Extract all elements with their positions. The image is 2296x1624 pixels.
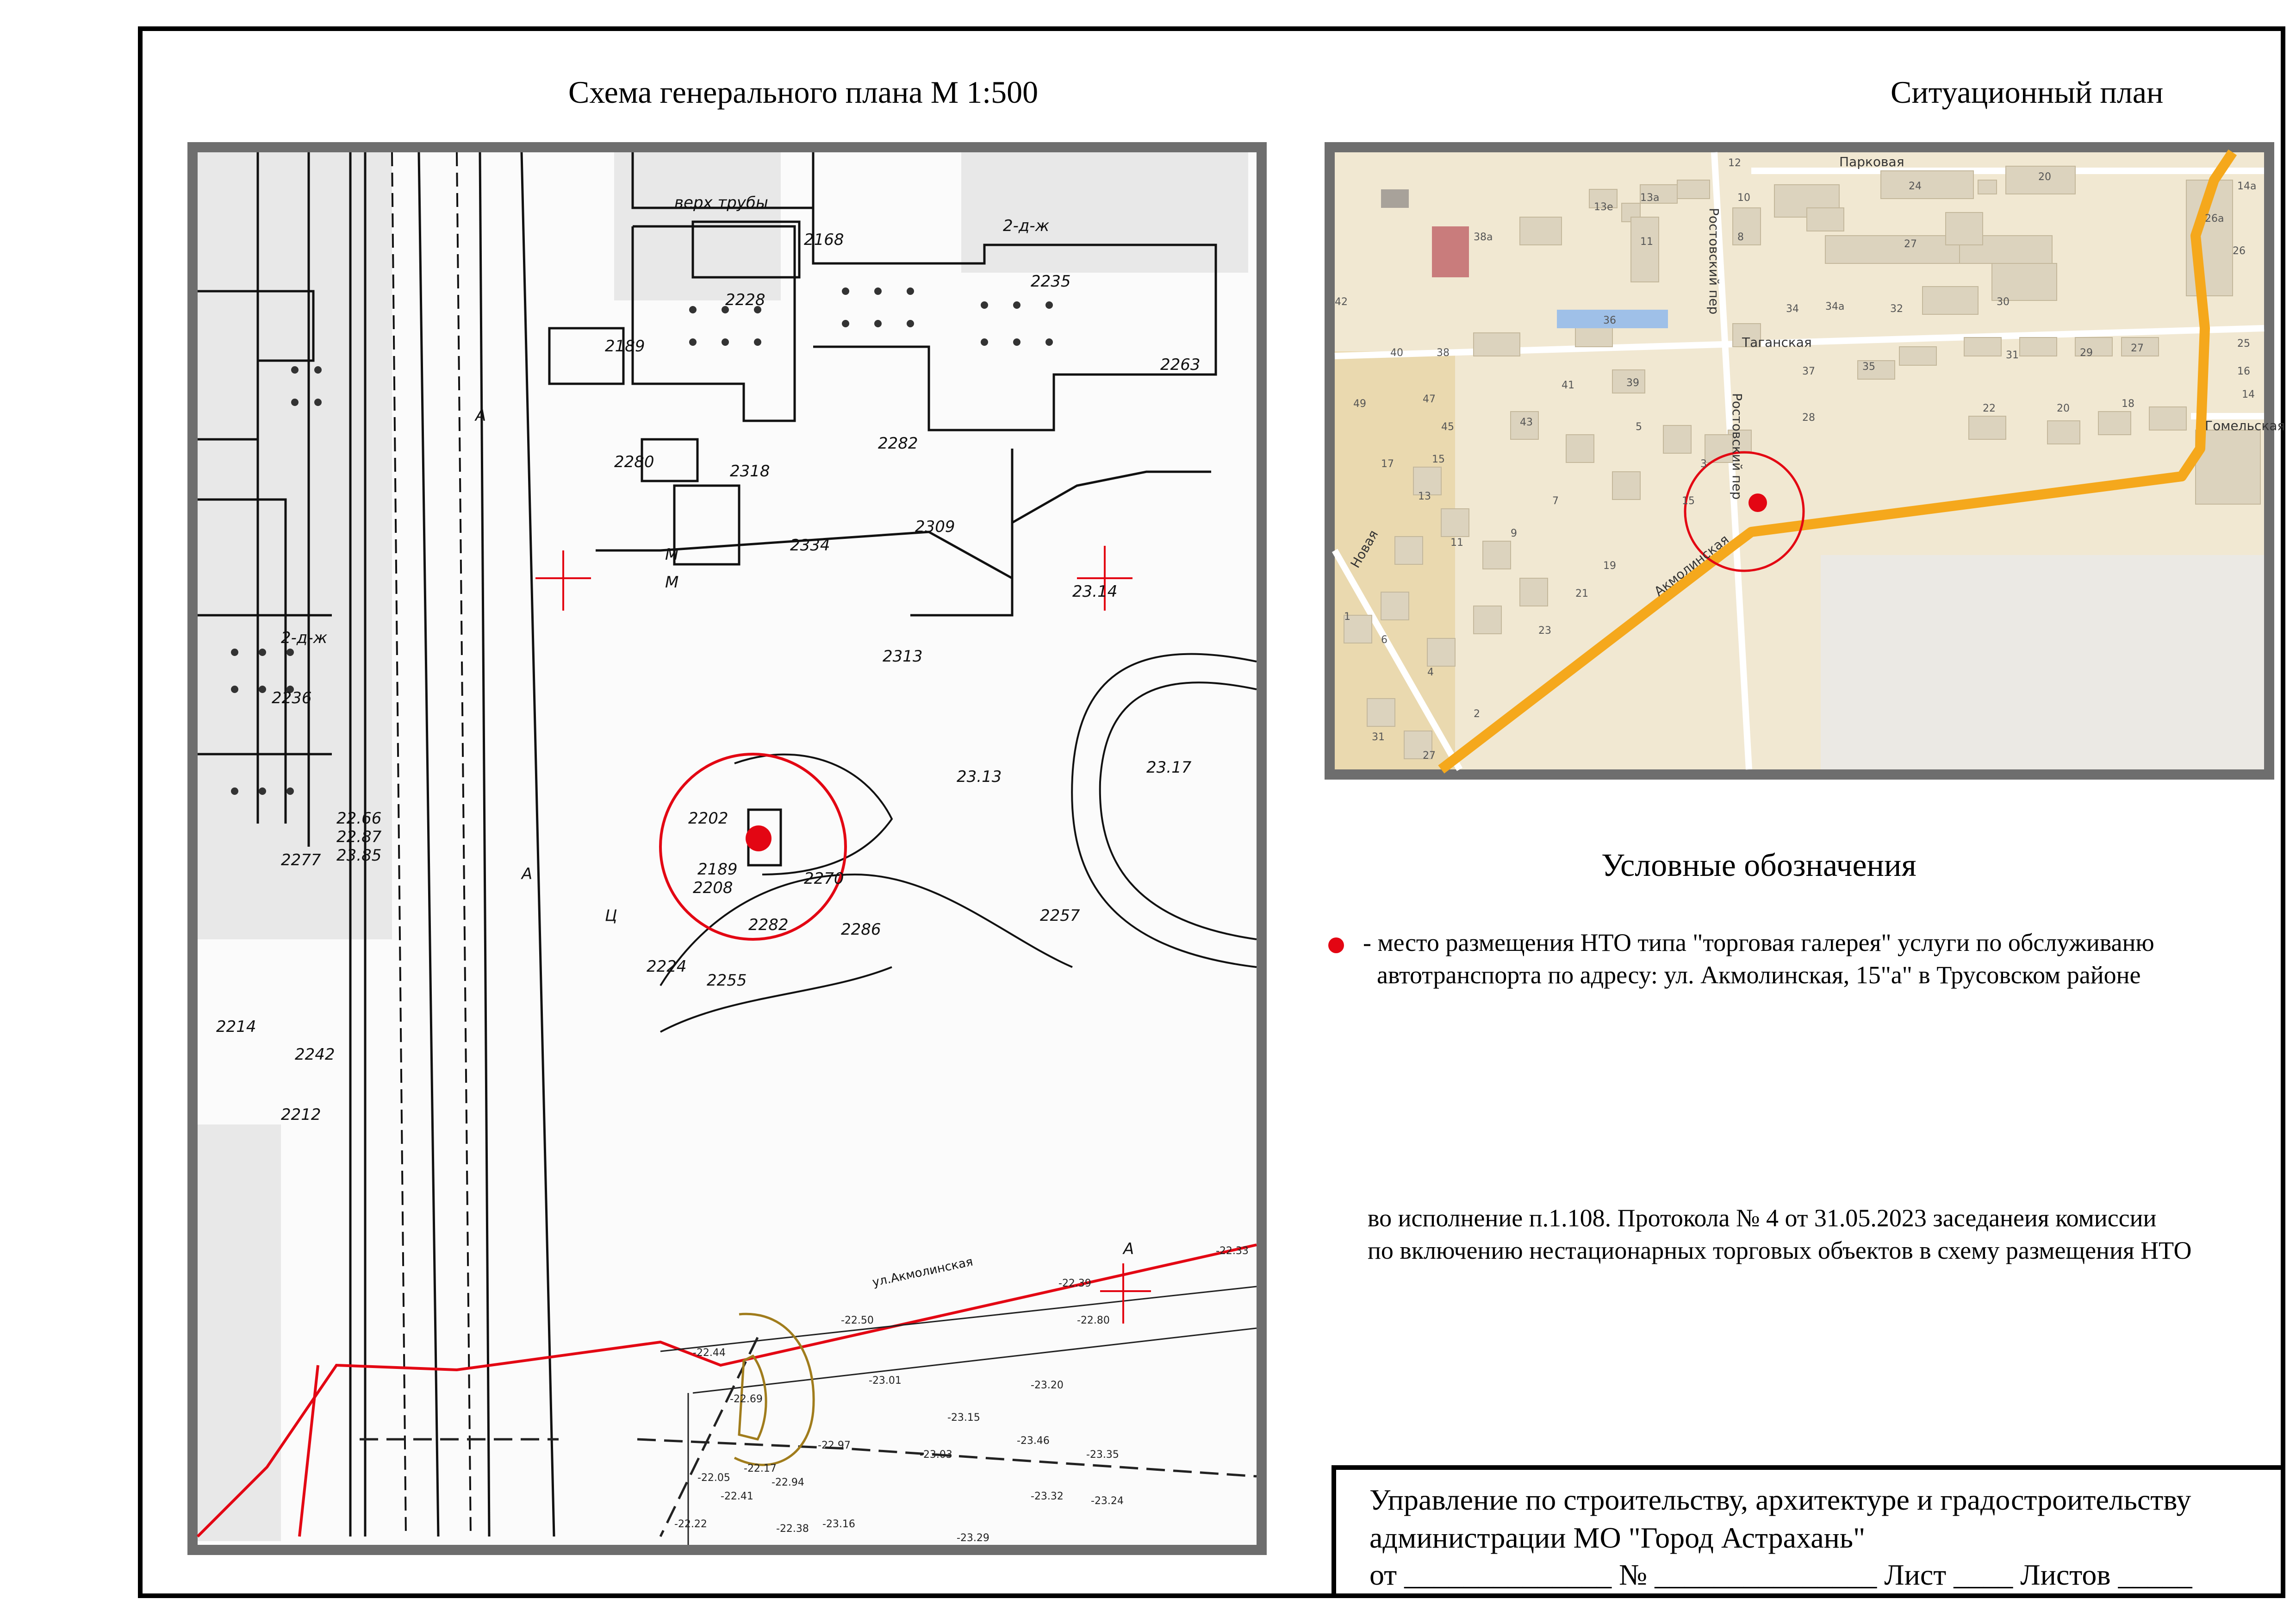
plan-label: 2224	[647, 957, 687, 976]
plan-label: Ц	[605, 906, 617, 925]
plan-label: 2202	[688, 809, 728, 828]
house-number: 10	[1737, 192, 1750, 204]
house-number: 47	[1423, 394, 1436, 405]
plan-label: 2282	[878, 434, 918, 453]
house-number: 23	[1538, 625, 1551, 637]
plan-label: -23.20	[1031, 1380, 1064, 1391]
plan-label: М	[665, 573, 679, 592]
house-number: 22	[1983, 403, 1996, 414]
plan-label: 2236	[272, 689, 312, 707]
house-number: 19	[1603, 560, 1616, 572]
house-number: 38	[1437, 347, 1450, 359]
house-number: 25	[2237, 338, 2250, 350]
house-number: 36	[1603, 315, 1616, 326]
plan-label: -23.24	[1091, 1495, 1124, 1507]
house-number: 31	[1372, 731, 1385, 743]
house-number: 7	[1552, 495, 1559, 507]
general-plan-map	[187, 142, 1267, 1555]
house-number: 1	[1344, 611, 1350, 623]
legend-line-1: - место размещения НТО типа "торговая галерея" услуги по обслуживаню	[1363, 929, 2154, 956]
street-label: Акмолинская	[1651, 531, 1732, 600]
house-number: 14а	[2237, 181, 2257, 192]
plan-label: 22.87	[336, 828, 382, 846]
house-number: 11	[1640, 236, 1653, 248]
house-number: 20	[2038, 171, 2051, 183]
situation-plan-title: Ситуационный план	[1891, 75, 2164, 110]
house-number: 8	[1737, 231, 1744, 243]
house-number: 16	[2237, 366, 2250, 377]
plan-label: -23.15	[947, 1412, 980, 1424]
situation-plan-map	[1325, 142, 2285, 780]
note-line-2: по включению нестационарных торговых объектов в схему размещения НТО	[1368, 1237, 2192, 1264]
street-label: Новая	[1347, 527, 1381, 571]
plan-label: -23.46	[1017, 1435, 1050, 1447]
house-number: 9	[1511, 528, 1517, 539]
house-number: 34а	[1825, 301, 1845, 312]
plan-label: 2286	[841, 920, 881, 939]
house-number: 4	[1427, 667, 1434, 678]
house-number: 14	[2242, 389, 2255, 400]
plan-label: -23.03	[920, 1449, 952, 1461]
house-number: 13а	[1640, 192, 1660, 204]
plan-label: 2257	[1040, 906, 1080, 925]
plan-label: 2-д-ж	[281, 629, 328, 647]
house-number: 24	[1909, 181, 1922, 192]
plan-label: -23.01	[869, 1375, 902, 1387]
plan-label: 2189	[605, 337, 645, 356]
plan-label: 23.85	[336, 846, 382, 865]
plan-label: 2255	[707, 971, 747, 990]
house-number: 5	[1636, 421, 1642, 433]
house-number: 38а	[1474, 231, 1493, 243]
house-number: 27	[1423, 750, 1436, 762]
plan-label: -22.41	[721, 1491, 753, 1502]
title-block-line-3: от ______________ № _______________ Лист ____ Листов _____	[1369, 1558, 2192, 1591]
plan-label: -22.69	[730, 1393, 763, 1405]
plan-label: -22.39	[1058, 1278, 1091, 1289]
plan-label: А	[475, 406, 486, 425]
plan-label: 2-д-ж	[1003, 217, 1050, 235]
house-number: 15	[1432, 454, 1445, 465]
house-number: 21	[1575, 588, 1588, 600]
plan-label: 2242	[295, 1045, 335, 1064]
house-number: 49	[1353, 398, 1366, 410]
house-number: 41	[1562, 380, 1574, 391]
house-number: 27	[2131, 343, 2144, 354]
note-line-1: во исполнение п.1.108. Протокола № 4 от 31.05.2023 заседанеия комиссии	[1368, 1204, 2157, 1232]
plan-label: -22.33	[1216, 1245, 1249, 1257]
legend-line-2: автотранспорта по адресу: ул. Акмолинская, 15"а" в Трусовском районе	[1377, 961, 2141, 989]
house-number: 37	[1802, 366, 1815, 377]
plan-label: А	[1123, 1240, 1134, 1258]
street-label: Гомельская	[2205, 418, 2285, 433]
house-number: 18	[2122, 398, 2134, 410]
plan-label: -23.35	[1086, 1449, 1119, 1461]
title-block-line-1: Управление по строительству, архитектуре и градостроительству	[1369, 1483, 2191, 1516]
house-number: 32	[1890, 303, 1903, 315]
plan-label: 2270	[804, 869, 844, 888]
plan-label: М	[665, 545, 679, 564]
house-number: 40	[1390, 347, 1403, 359]
plan-label: -22.97	[818, 1440, 851, 1451]
house-number: 2	[1474, 708, 1480, 720]
house-number: 35	[1862, 361, 1875, 373]
plan-label: 2334	[790, 536, 830, 555]
plan-label: -22.17	[744, 1463, 777, 1474]
site-marker-icon	[1328, 937, 1344, 953]
house-number: 43	[1520, 417, 1533, 428]
house-number: 12	[1728, 157, 1741, 169]
house-number: 11	[1450, 537, 1463, 549]
general-plan-drawing	[198, 152, 1257, 1545]
house-number: 28	[1802, 412, 1815, 424]
plan-label: -22.44	[693, 1347, 726, 1359]
general-plan-title: Схема генерального плана М 1:500	[568, 75, 1039, 110]
plan-label: 2280	[614, 453, 654, 471]
plan-label: 23.17	[1146, 758, 1192, 777]
plan-label: 2277	[281, 851, 321, 869]
street-label: Парковая	[1839, 154, 1904, 169]
plan-label: -23.16	[822, 1518, 855, 1530]
house-number: 42	[1335, 296, 1348, 308]
plan-label: 23.13	[957, 768, 1002, 786]
house-number: 26а	[2205, 213, 2224, 225]
street-label: ул.Акмолинская	[871, 1255, 974, 1290]
house-number: 45	[1441, 421, 1454, 433]
legend-title: Условные обозначения	[1601, 848, 1916, 883]
plan-label: 2208	[693, 879, 733, 897]
street-label: Таганская	[1742, 335, 1812, 350]
plan-label: 2309	[915, 518, 955, 536]
house-number: 27	[1904, 238, 1917, 250]
plan-label: 2318	[730, 462, 770, 481]
situation-plan-drawing	[1335, 152, 2285, 769]
house-number: 20	[2057, 403, 2070, 414]
house-number: 39	[1626, 377, 1639, 389]
plan-label: 2228	[725, 291, 765, 309]
plan-label: -22.22	[674, 1518, 707, 1530]
plan-label: 2214	[216, 1018, 256, 1036]
plan-label: -22.94	[772, 1477, 804, 1488]
plan-label: -23.29	[957, 1532, 989, 1544]
house-number: 13	[1418, 491, 1431, 502]
house-number: 17	[1381, 458, 1394, 470]
house-number: 26	[2233, 245, 2246, 257]
house-number: 29	[2080, 347, 2093, 359]
plan-label: -22.05	[697, 1472, 730, 1484]
plan-label: А	[522, 865, 533, 883]
street-label: Ростовский пер	[1706, 208, 1722, 315]
house-number: 15	[1682, 495, 1695, 507]
plan-label: 2263	[1160, 356, 1201, 374]
plan-label: 2313	[883, 647, 923, 666]
plan-label: 2282	[748, 916, 789, 934]
house-number: 6	[1381, 634, 1388, 646]
house-number: 31	[2006, 350, 2019, 361]
street-label: Ростовский пер	[1730, 393, 1745, 500]
plan-label: 2212	[281, 1106, 321, 1124]
plan-label: верх трубы	[674, 194, 768, 212]
house-number: 34	[1786, 303, 1799, 315]
plan-label: 2189	[697, 860, 738, 879]
plan-label: -23.32	[1031, 1491, 1064, 1502]
title-block	[1332, 1465, 2285, 1598]
title-block-line-2: администрации МО "Город Астрахань"	[1369, 1521, 1866, 1554]
house-number: 30	[1997, 296, 2010, 308]
house-number: 13е	[1594, 201, 1613, 213]
plan-label: 23.14	[1072, 582, 1118, 601]
house-number: 3	[1700, 458, 1707, 470]
plan-label: -22.38	[776, 1523, 809, 1535]
plan-label: 2235	[1031, 272, 1071, 291]
plan-label: -22.80	[1077, 1315, 1110, 1326]
plan-label: -22.50	[841, 1315, 874, 1326]
plan-label: 2168	[804, 231, 844, 249]
plan-label: 22.66	[336, 809, 382, 828]
